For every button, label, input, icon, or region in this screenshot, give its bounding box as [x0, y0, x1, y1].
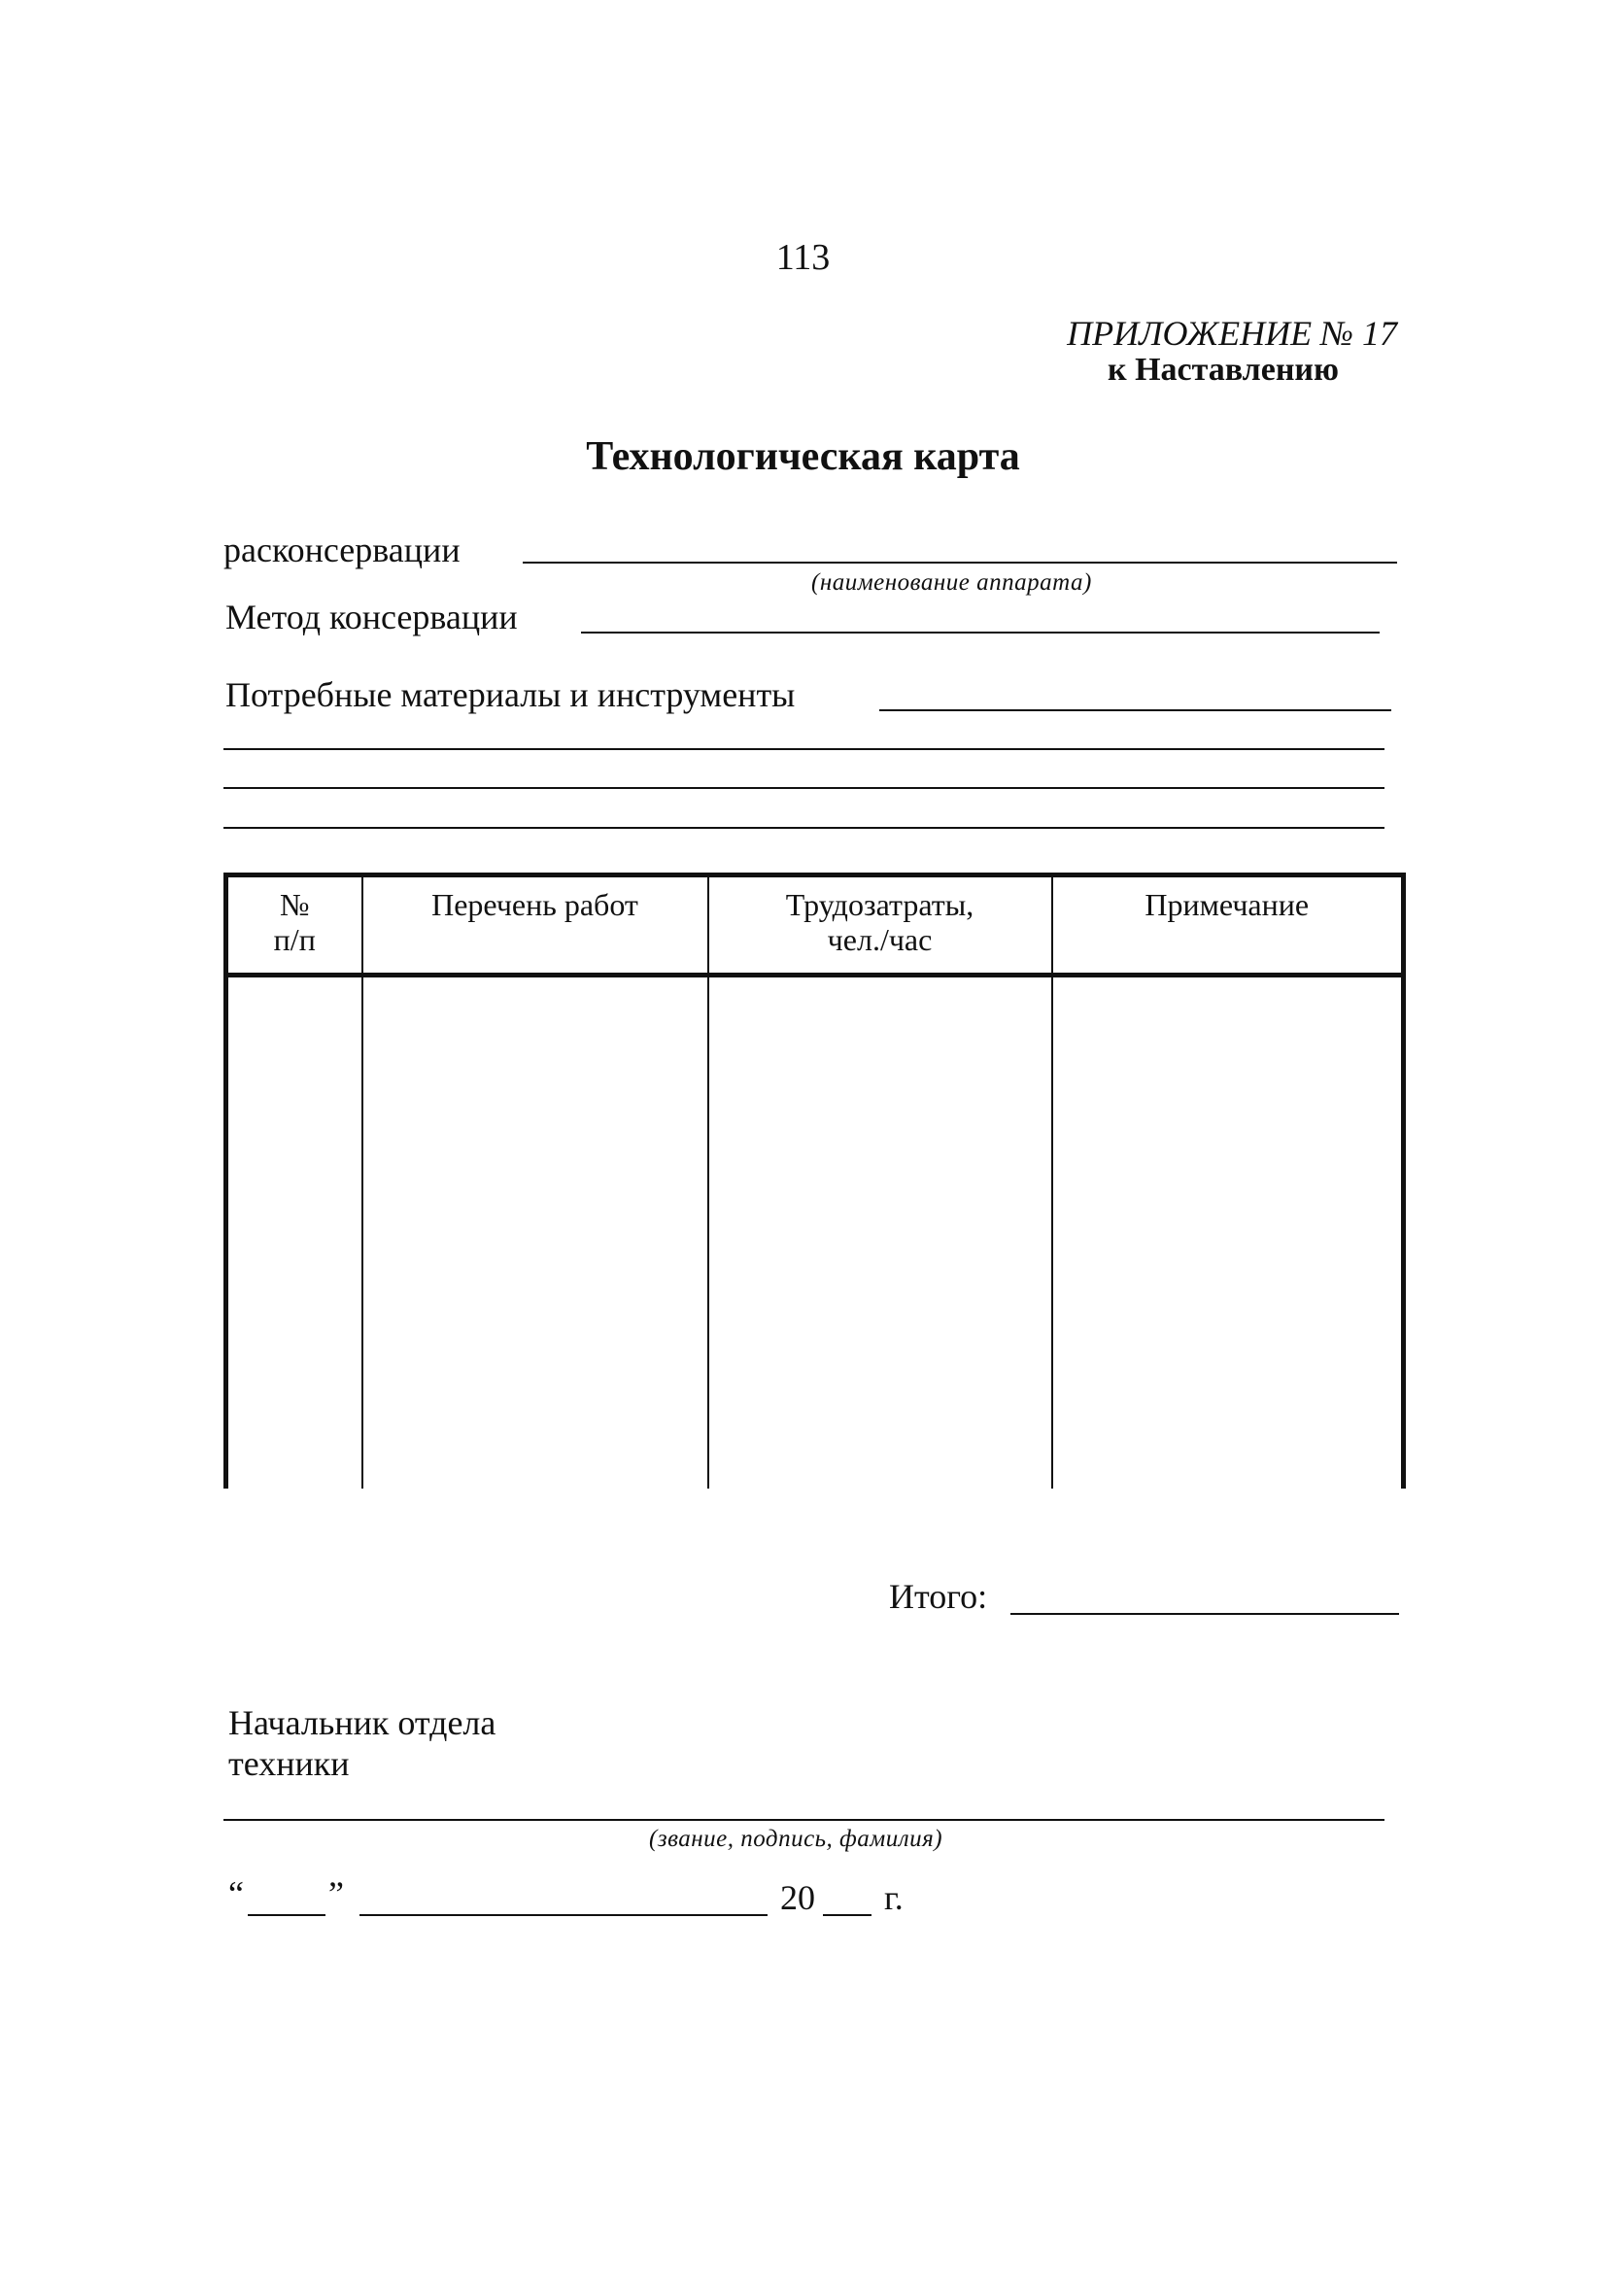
column-header-number-line1: №: [279, 887, 310, 922]
apparatus-name-line[interactable]: [523, 562, 1397, 564]
appendix-subtitle: к Наставлению: [1108, 352, 1339, 388]
total-label: Итого:: [889, 1577, 988, 1616]
column-header-labor-line1: Трудозатраты,: [785, 887, 974, 922]
column-header-labor-line2: чел./час: [827, 922, 933, 957]
page-number: 113: [775, 237, 831, 278]
date-close-quote: ”: [328, 1874, 344, 1913]
cell-works[interactable]: [362, 976, 708, 1490]
materials-label: Потребные материалы и инструменты: [225, 675, 796, 714]
appendix-title: ПРИЛОЖЕНИЕ № 17: [1067, 314, 1397, 353]
column-header-works-line1: Перечень работ: [431, 887, 638, 922]
deconservation-label: расконсервации: [223, 531, 461, 569]
apparatus-caption: (наименование аппарата): [811, 569, 1092, 596]
column-header-labor: [708, 875, 1052, 976]
materials-line-3[interactable]: [223, 787, 1384, 789]
signature-line[interactable]: [223, 1819, 1384, 1821]
date-year-prefix: 20: [780, 1878, 815, 1917]
signature-title: [228, 1702, 495, 1784]
signature-caption: (звание, подпись, фамилия): [649, 1826, 943, 1852]
method-label: Метод консервации: [225, 598, 518, 636]
column-header-number-line2: п/п: [273, 922, 316, 957]
date-year-suffix: г.: [884, 1878, 904, 1917]
column-header-works: [362, 875, 708, 976]
materials-line-1[interactable]: [879, 709, 1391, 711]
cell-number[interactable]: [226, 976, 362, 1490]
date-open-quote: “: [228, 1874, 244, 1913]
signature-title-line2: техники: [228, 1744, 350, 1783]
cell-note[interactable]: [1052, 976, 1404, 1490]
date-month-line[interactable]: [359, 1914, 768, 1916]
table-header-row: [226, 875, 1404, 976]
signature-title-line1: Начальник отдела: [228, 1703, 496, 1742]
materials-line-4[interactable]: [223, 827, 1384, 829]
column-header-note: [1052, 875, 1404, 976]
work-table: [223, 873, 1406, 1489]
date-year-line[interactable]: [823, 1914, 871, 1916]
total-line[interactable]: [1010, 1613, 1399, 1615]
document-title: Технологическая карта: [586, 434, 1020, 479]
column-header-note-line1: Примечание: [1145, 887, 1310, 922]
column-header-number: [226, 875, 362, 976]
table-row: [226, 976, 1404, 1490]
materials-line-2[interactable]: [223, 748, 1384, 750]
date-day-line[interactable]: [248, 1914, 325, 1916]
cell-labor[interactable]: [708, 976, 1052, 1490]
method-line[interactable]: [581, 632, 1380, 634]
